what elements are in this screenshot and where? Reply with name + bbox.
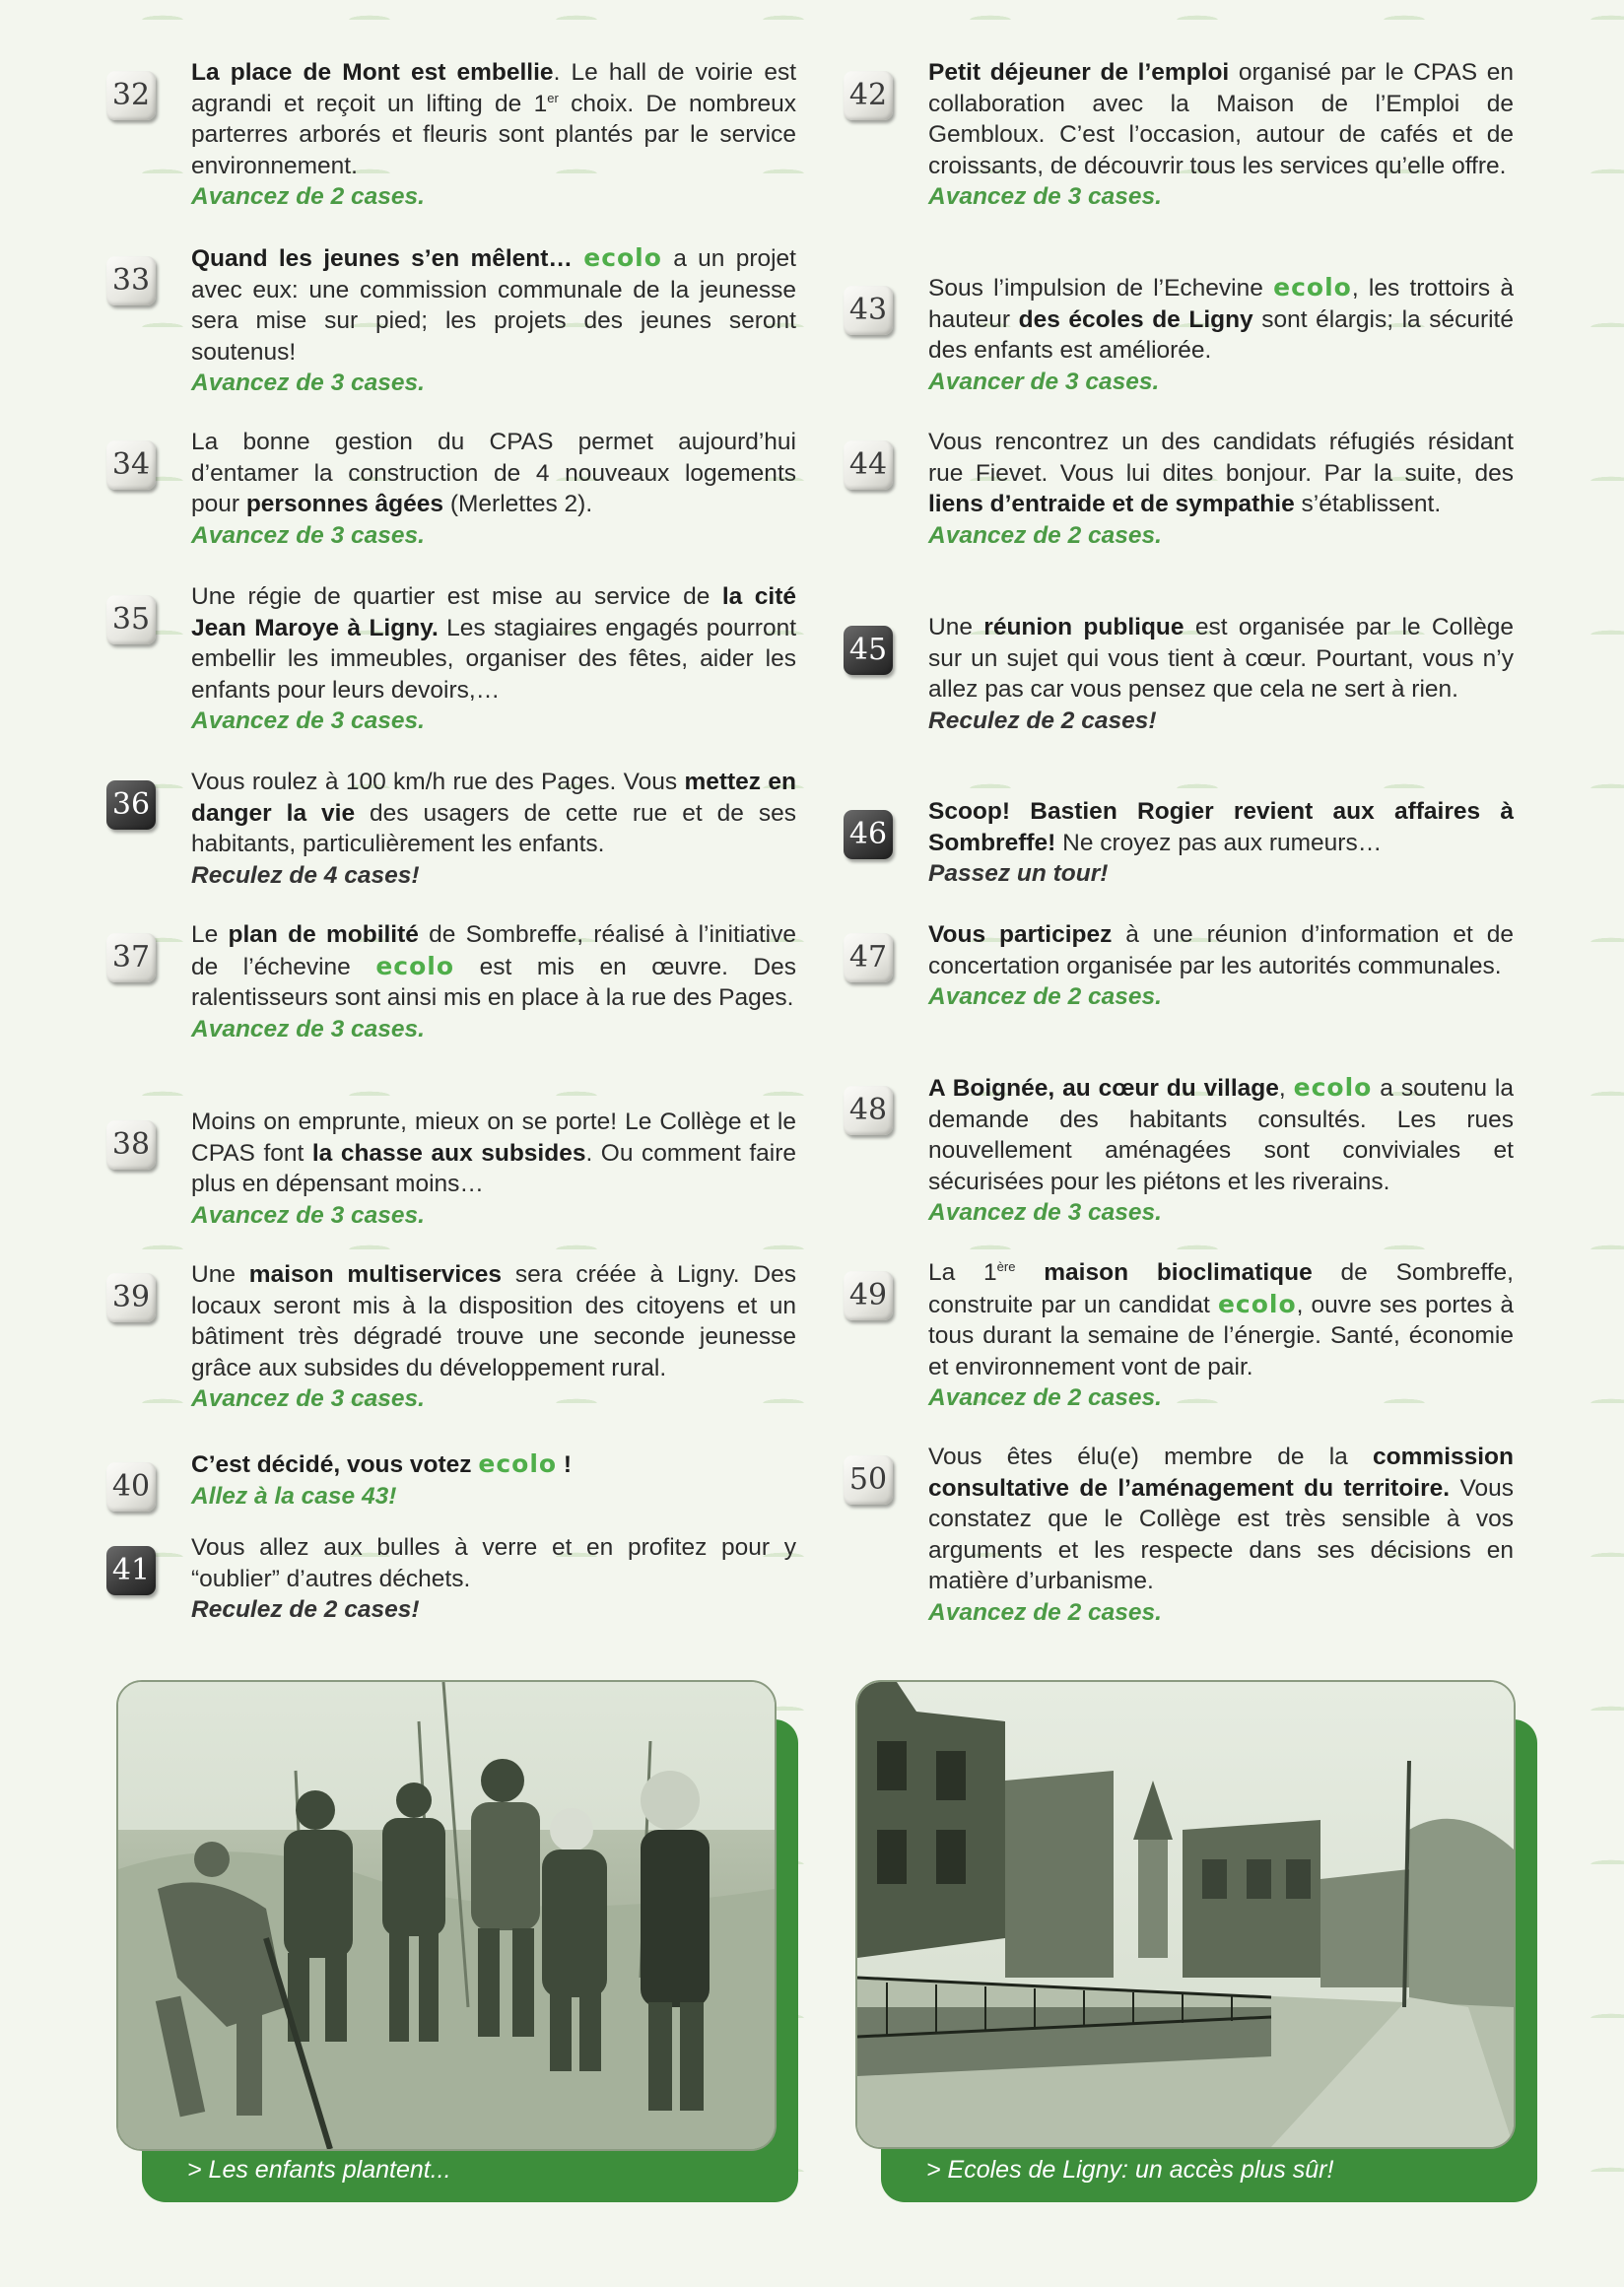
game-square-32 [106, 57, 796, 213]
bold-text: C’est décidé, vous votez [191, 1451, 479, 1478]
text-run: de Sombreffe, réalisé à l’initiative de l’échevine [191, 921, 797, 980]
bold-text: liens d’entraide et de sympathie [928, 491, 1295, 517]
text-run: des usagers de cette rue et de ses habitants, particulièrement les enfants. [191, 799, 796, 857]
ecolo-logo: ecolo [1217, 1289, 1297, 1318]
text-run: Ne croyez pas aux rumeurs… [1055, 829, 1383, 856]
square-text [191, 767, 796, 891]
square-number-badge: 37 [106, 933, 156, 982]
bold-text: Vous participez [928, 921, 1113, 948]
bold-text: maison multiservices [248, 1261, 503, 1288]
caption-ligny-schools: > Ecoles de Ligny: un accès plus sûr! [926, 2155, 1334, 2184]
advance-instruction: Avancez de 3 cases. [191, 521, 425, 549]
game-square-47 [844, 919, 1514, 1013]
text-run: Vous constatez que le Collège est très sensible à vos arguments et les respecte dans ses décisions en matière d’urbanisme. [928, 1474, 1514, 1594]
superscript: er [547, 90, 559, 105]
square-text [191, 919, 796, 1044]
penalty-instruction: Reculez de 2 cases! [191, 1596, 420, 1623]
ecolo-logo: ecolo [375, 951, 455, 980]
square-number-badge: 38 [106, 1120, 156, 1170]
square-number-badge: 41 [106, 1546, 156, 1595]
text-run: Vous êtes élu(e) membre de la [928, 1444, 1374, 1470]
game-square-38 [106, 1107, 796, 1231]
game-square-35 [106, 581, 796, 737]
bold-text: la chasse aux subsides [311, 1139, 586, 1167]
game-square-40 [106, 1448, 796, 1512]
square-text [191, 1448, 796, 1512]
text-run: choix. De nombreux parterres arborés et fleuris sont plantés par le service environnement. [191, 90, 796, 179]
children-planting-illustration [118, 1682, 775, 2149]
text-run [573, 245, 583, 272]
square-text [928, 57, 1514, 213]
game-square-39 [106, 1259, 796, 1415]
square-number-badge: 42 [844, 71, 893, 120]
bold-text: des écoles de Ligny [1018, 305, 1253, 333]
text-run: , les trottoirs à hauteur [928, 275, 1514, 333]
photo-card-children [116, 1680, 778, 2186]
square-number-badge: 32 [106, 71, 156, 120]
text-run: Vous allez aux bulles à verre et en profitez pour y “oublier” d’autres déchets. [191, 1534, 796, 1592]
game-square-33 [106, 242, 796, 399]
text-run: . Ou comment faire plus en dépensant moins… [191, 1139, 796, 1197]
square-number-badge: 50 [844, 1455, 893, 1505]
bold-text: ! [557, 1451, 573, 1478]
photo-card-ligny-schools [855, 1680, 1518, 2186]
square-number-badge: 45 [844, 626, 893, 675]
game-square-43 [844, 272, 1514, 397]
caption-children-planting: > Les enfants plantent... [187, 2155, 451, 2184]
square-text [191, 57, 796, 213]
text-run: Sous l’impulsion de l’Echevine [928, 275, 1274, 302]
ecolo-logo: ecolo [1273, 273, 1352, 302]
square-text [191, 581, 796, 737]
text-run: , [1278, 1075, 1294, 1102]
advance-instruction: Avancez de 3 cases. [191, 370, 425, 396]
advance-instruction: Allez à la case 43! [191, 1482, 397, 1510]
text-run: Vous rencontrez un des candidats réfugiés résidant rue Fievet. Vous lui dites bonjour. Par la suite, des [928, 429, 1514, 487]
text-run [1015, 1259, 1044, 1286]
text-run: à une réunion d’information et de concertation organisée par les autorités communales. [928, 921, 1514, 979]
square-number-badge: 43 [844, 286, 893, 335]
photo-ligny-schools-street [855, 1680, 1516, 2149]
game-square-36 [106, 767, 796, 891]
text-run: Les stagiaires engagés pourront embellir les immeubles, organiser des fêtes, aider les enfants pour leurs devoirs,… [191, 614, 796, 704]
square-text [928, 272, 1514, 397]
square-number-badge: 46 [844, 810, 893, 859]
game-square-46 [844, 796, 1514, 890]
advance-instruction: Avancez de 2 cases. [928, 1598, 1162, 1626]
bold-text: La place de Mont est embellie [191, 59, 554, 86]
square-text [928, 1442, 1514, 1628]
advance-instruction: Avancez de 3 cases. [191, 1385, 425, 1412]
text-run: sera créée à Ligny. Des locaux seront mis à la disposition des citoyens et un bâtiment très dégradé trouve une seconde jeunesse grâce aux subsides du développement rural. [191, 1261, 796, 1381]
text-run: sont élargis; la sécurité des enfants est améliorée. [928, 305, 1514, 364]
advance-instruction: Avancez de 3 cases. [191, 1015, 425, 1043]
ecolo-logo: ecolo [583, 243, 662, 272]
bold-text: Quand les jeunes s’en mêlent… [191, 245, 573, 272]
square-text [191, 427, 796, 551]
text-run: organisé par le CPAS en collaboration avec la Maison de l’Emploi de Gembloux. C’est l’occasion, autour de cafés et de croissants, de découvrir tous les services qu’elle offre. [928, 59, 1514, 179]
square-text [191, 1532, 796, 1626]
square-text [928, 1072, 1514, 1229]
bold-text: A Boignée, au cœur du village [928, 1075, 1279, 1102]
square-text [191, 242, 796, 399]
square-text [928, 1257, 1514, 1414]
penalty-instruction: Reculez de 2 cases! [928, 706, 1157, 734]
game-square-44 [844, 427, 1514, 551]
game-square-48 [844, 1072, 1514, 1229]
text-run: Vous roulez à 100 km/h rue des Pages. Vous [191, 769, 685, 795]
advance-instruction: Avancez de 3 cases. [191, 707, 425, 734]
game-square-41 [106, 1532, 796, 1626]
text-run: a soutenu la demande des habitants consultés. Les rues nouvellement aménagées sont conviviales et sécurisées pour les piétons et les riverains. [928, 1075, 1514, 1195]
bold-text: la cité Jean Maroye à Ligny. [191, 583, 796, 641]
ecolo-logo: ecolo [478, 1449, 558, 1478]
ecolo-logo: ecolo [1293, 1073, 1373, 1102]
bold-text: Scoop! Bastien Rogier revient aux affaires à Sombreffe! [928, 798, 1514, 856]
square-number-badge: 35 [106, 595, 156, 644]
text-run: (Merlettes 2). [443, 491, 593, 517]
advance-instruction: Avancez de 3 cases. [928, 183, 1162, 210]
square-number-badge: 40 [106, 1462, 156, 1512]
advance-instruction: Avancer de 3 cases. [928, 368, 1160, 395]
square-number-badge: 39 [106, 1273, 156, 1322]
game-square-49 [844, 1257, 1514, 1414]
advance-instruction: Avancez de 2 cases. [928, 521, 1162, 549]
advance-instruction: Avancez de 2 cases. [928, 1384, 1162, 1411]
square-number-badge: 49 [844, 1271, 893, 1320]
advance-instruction: Avancez de 2 cases. [191, 183, 425, 210]
text-run: , ouvre ses portes à tous durant la semaine de l’énergie. Santé, économie et environnement vont de pair. [928, 1291, 1514, 1380]
advance-instruction: Avancez de 3 cases. [191, 1201, 425, 1229]
square-number-badge: 33 [106, 256, 156, 305]
game-square-50 [844, 1442, 1514, 1628]
square-number-badge: 44 [844, 440, 893, 490]
bold-text: maison bioclimatique [1044, 1259, 1313, 1286]
bold-text: mettez en danger la vie [191, 769, 796, 827]
text-run: Moins on emprunte, mieux on se porte! Le Collège et le CPAS font [191, 1109, 796, 1167]
square-text [928, 612, 1514, 736]
text-run: Le [191, 921, 229, 948]
text-run: Une régie de quartier est mise au service de [191, 583, 722, 610]
square-text [191, 1259, 796, 1415]
penalty-instruction: Passez un tour! [928, 860, 1109, 887]
text-run: Une [928, 614, 984, 640]
game-square-42 [844, 57, 1514, 213]
square-text [928, 427, 1514, 551]
bold-text: commission consultative de l’aménagement du territoire. [928, 1444, 1514, 1502]
bold-text: Petit déjeuner de l’emploi [928, 59, 1230, 86]
bold-text: plan de mobilité [228, 921, 419, 948]
game-square-37 [106, 919, 796, 1044]
square-number-badge: 48 [844, 1086, 893, 1135]
penalty-instruction: Reculez de 4 cases! [191, 861, 420, 889]
text-run: est organisée par le Collège sur un sujet qui vous tient à cœur. Pourtant, vous n’y allez pas car vous pensez que cela ne sert à rien. [928, 614, 1514, 703]
superscript: ère [996, 1258, 1016, 1274]
advance-instruction: Avancez de 2 cases. [928, 983, 1162, 1010]
advance-instruction: Avancez de 3 cases. [928, 1199, 1162, 1226]
text-run: La 1 [928, 1259, 997, 1286]
game-square-45 [844, 612, 1514, 736]
text-run: a un projet avec eux: une commission communale de la jeunesse sera mise sur pied; les projets des jeunes seront soutenus! [191, 245, 796, 366]
square-number-badge: 34 [106, 440, 156, 490]
text-run: de Sombreffe, construite par un candidat [928, 1259, 1514, 1318]
text-run: . Le hall de voirie est agrandi et reçoit un lifting de 1 [191, 59, 797, 117]
square-text [928, 796, 1514, 890]
square-text [928, 919, 1514, 1013]
text-run: est mis en œuvre. Des ralentisseurs sont ainsi mis en place à la rue des Pages. [191, 953, 797, 1011]
text-run: La bonne gestion du CPAS permet aujourd’hui d’entamer la construction de 4 nouveaux logements pour [191, 429, 796, 517]
square-number-badge: 47 [844, 933, 893, 982]
ligny-street-illustration [857, 1682, 1514, 2147]
game-square-34 [106, 427, 796, 551]
text-run: s’établissent. [1294, 491, 1442, 517]
square-text [191, 1107, 796, 1231]
text-run: Une [191, 1261, 249, 1288]
square-number-badge: 36 [106, 780, 156, 830]
bold-text: personnes âgées [245, 491, 444, 517]
photo-children-planting [116, 1680, 777, 2151]
bold-text: réunion publique [983, 614, 1184, 640]
